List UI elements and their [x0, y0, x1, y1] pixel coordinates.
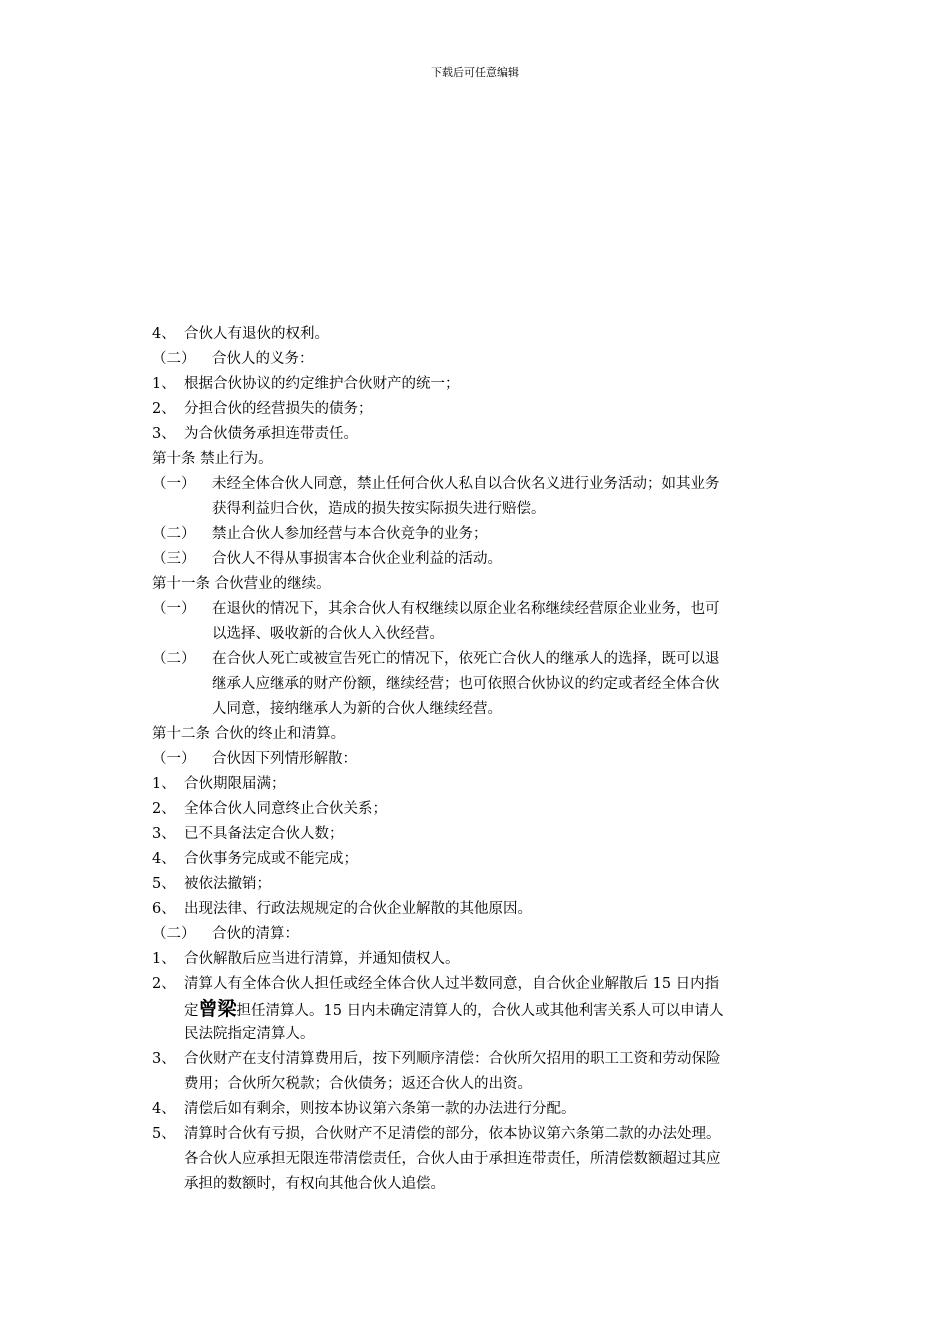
- item-continuation: [152, 497, 812, 522]
- item-text: 民法院指定清算人。: [184, 1026, 315, 1042]
- list-item: [152, 522, 812, 547]
- item-text: 根据合伙协议的约定维护合伙财产的统一；: [184, 376, 460, 392]
- item-text: 为合伙债务承担连带责任。: [184, 426, 358, 442]
- item-continuation: [152, 1147, 812, 1172]
- emphasized-text: 曾梁: [198, 998, 237, 1020]
- item-marker: 2、: [152, 801, 176, 817]
- item-text: 合伙事务完成或不能完成；: [184, 851, 358, 867]
- list-item: [152, 547, 812, 572]
- item-continuation: [152, 1172, 812, 1197]
- list-item: [152, 597, 812, 622]
- item-marker: 5、: [152, 876, 176, 892]
- article-heading: 第十一条 合伙营业的继续。: [152, 576, 331, 592]
- item-text: 合伙解散后应当进行清算，并通知债权人。: [184, 951, 460, 967]
- list-item: [152, 372, 812, 397]
- list-item: [152, 472, 812, 497]
- item-text: 在退伙的情况下，其余合伙人有权继续以原企业名称继续经营原企业业务，也可: [212, 601, 720, 617]
- item-text-part: 担任清算人。15 日内未确定清算人的，合伙人或其他利害关系人可以申请人: [236, 1003, 724, 1019]
- item-marker: （二）: [152, 651, 196, 667]
- item-text: 费用；合伙所欠税款；合伙债务；返还合伙人的出资。: [184, 1076, 532, 1092]
- item-text: 分担合伙的经营损失的债务；: [184, 401, 373, 417]
- article-heading: 第十二条 合伙的终止和清算。: [152, 726, 346, 742]
- item-marker: 4、: [152, 326, 176, 342]
- item-text: 被依法撤销；: [184, 876, 271, 892]
- item-text: 合伙人的义务：: [212, 351, 314, 367]
- item-continuation: [152, 1022, 812, 1047]
- item-text: 以选择、吸收新的合伙人入伙经营。: [212, 626, 444, 642]
- item-text: 合伙期限届满；: [184, 776, 286, 792]
- item-marker: 1、: [152, 776, 176, 792]
- list-item: [152, 747, 812, 772]
- item-marker: 1、: [152, 376, 176, 392]
- item-marker: 4、: [152, 1101, 176, 1117]
- item-text: 承担的数额时，有权向其他合伙人追偿。: [184, 1176, 445, 1192]
- item-text: 已不具备法定合伙人数；: [184, 826, 344, 842]
- item-text: 全体合伙人同意终止合伙关系；: [184, 801, 387, 817]
- list-item: [152, 922, 812, 947]
- list-item: [152, 322, 812, 347]
- item-text: 禁止合伙人参加经营与本合伙竞争的业务；: [212, 526, 488, 542]
- item-marker: 2、: [152, 976, 176, 992]
- item-text: 合伙因下列情形解散：: [212, 751, 357, 767]
- item-text: 合伙人有退伙的权利。: [184, 326, 329, 342]
- list-item: [152, 972, 812, 997]
- list-item: [152, 1097, 812, 1122]
- item-text: 合伙财产在支付清算费用后，按下列顺序清偿：合伙所欠招用的职工工资和劳动保险: [184, 1051, 721, 1067]
- list-item: [152, 897, 812, 922]
- item-marker: （一）: [152, 751, 196, 767]
- item-marker: 2、: [152, 401, 176, 417]
- item-marker: （一）: [152, 476, 196, 492]
- item-text: 在合伙人死亡或被宣告死亡的情况下，依死亡合伙人的继承人的选择，既可以退: [212, 651, 720, 667]
- item-text-part: 定: [184, 1003, 199, 1019]
- item-text: 人同意，接纳继承人为新的合伙人继续经营。: [212, 701, 502, 717]
- item-text: 出现法律、行政法规规定的合伙企业解散的其他原因。: [184, 901, 532, 917]
- item-text: 各合伙人应承担无限连带清偿责任，合伙人由于承担连带责任，所清偿数额超过其应: [184, 1151, 721, 1167]
- item-text: 获得利益归合伙，造成的损失按实际损失进行赔偿。: [212, 501, 546, 517]
- item-text: 清算人有全体合伙人担任或经全体合伙人过半数同意，自合伙企业解散后 15 日内指: [184, 976, 720, 992]
- item-text: 继承人应继承的财产份额，继续经营；也可依照合伙协议的约定或者经全体合伙: [212, 676, 720, 692]
- item-marker: （三）: [152, 551, 196, 567]
- page-header: 下载后可任意编辑: [431, 66, 519, 79]
- item-marker: 1、: [152, 951, 176, 967]
- list-item: [152, 347, 812, 372]
- list-item: [152, 847, 812, 872]
- item-marker: 4、: [152, 851, 176, 867]
- item-marker: （二）: [152, 351, 196, 367]
- item-text: 合伙的清算：: [212, 926, 299, 942]
- list-item: [152, 872, 812, 897]
- list-item: [152, 822, 812, 847]
- item-marker: 6、: [152, 901, 176, 917]
- item-marker: 3、: [152, 826, 176, 842]
- item-marker: 3、: [152, 426, 176, 442]
- item-text: 合伙人不得从事损害本合伙企业利益的活动。: [212, 551, 502, 567]
- list-item: [152, 1047, 812, 1072]
- item-continuation: [152, 1072, 812, 1097]
- item-marker: 5、: [152, 1126, 176, 1142]
- item-continuation: [152, 622, 812, 647]
- item-continuation: [152, 997, 812, 1022]
- item-text: 清算时合伙有亏损，合伙财产不足清偿的部分，依本协议第六条第二款的办法处理。: [184, 1126, 721, 1142]
- item-text: [184, 997, 724, 1022]
- list-item: [152, 772, 812, 797]
- item-marker: （二）: [152, 526, 196, 542]
- list-item: [152, 647, 812, 672]
- item-marker: （二）: [152, 926, 196, 942]
- item-marker: （一）: [152, 601, 196, 617]
- list-item: [152, 797, 812, 822]
- item-continuation: [152, 697, 812, 722]
- item-continuation: [152, 672, 812, 697]
- item-text: 清偿后如有剩余，则按本协议第六条第一款的办法进行分配。: [184, 1101, 576, 1117]
- list-item: [152, 422, 812, 447]
- item-marker: 3、: [152, 1051, 176, 1067]
- list-item: [152, 1122, 812, 1147]
- item-text: 未经全体合伙人同意，禁止任何合伙人私自以合伙名义进行业务活动；如其业务: [212, 476, 720, 492]
- list-item: [152, 947, 812, 972]
- document-body: [152, 322, 812, 1197]
- article-heading: 第十条 禁止行为。: [152, 451, 273, 467]
- list-item: [152, 397, 812, 422]
